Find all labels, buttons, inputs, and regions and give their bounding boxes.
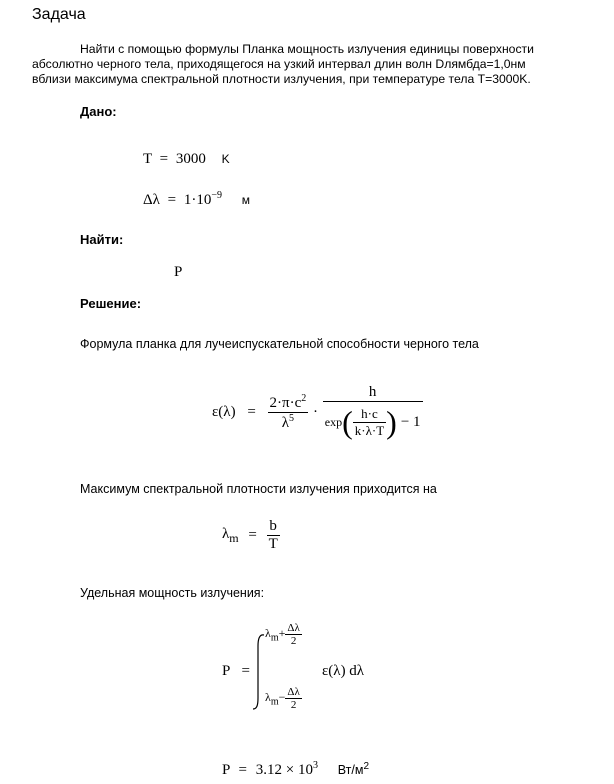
result-equals: = xyxy=(238,762,248,778)
given-dl-symbol: Δλ xyxy=(143,192,160,208)
given-T-value: 3000 xyxy=(175,151,206,167)
upper-lambda: λ xyxy=(265,625,271,640)
lower-fraction xyxy=(285,686,301,711)
planck-inner-fraction xyxy=(353,406,386,439)
solution-heading: Решение: xyxy=(80,296,142,311)
lower-minus: − xyxy=(278,689,286,704)
wien-lambda: λ xyxy=(222,525,230,542)
page-title: Задача xyxy=(32,6,86,23)
problem-line-2: абсолютно черного тела, приходящегося на узкий интервал длин волн Dлямбда=1,0нм xyxy=(32,57,526,71)
upper-two: 2 xyxy=(285,634,301,647)
wien-sub-m: m xyxy=(229,530,239,545)
find-symbol: P xyxy=(174,264,183,280)
wien-fraction xyxy=(267,518,280,553)
given-dl-exponent: −9 xyxy=(211,190,223,201)
given-T-equals: = xyxy=(159,151,169,167)
result xyxy=(222,760,369,779)
planck-paren-left: ( xyxy=(342,404,353,440)
integral-lhs xyxy=(222,663,250,680)
integrand: ε(λ) dλ xyxy=(322,663,365,679)
given-T-symbol: T xyxy=(143,151,152,167)
lower-sub-m: m xyxy=(270,696,279,708)
planck-formula xyxy=(212,384,423,441)
planck-f1-num-exp: 2 xyxy=(301,393,307,404)
integral-P: P xyxy=(222,663,230,679)
wien-equals: = xyxy=(248,527,257,543)
planck-minus-one: − 1 xyxy=(400,414,421,430)
planck-f1-denominator: λ xyxy=(281,415,290,431)
planck-fraction-1 xyxy=(268,393,309,432)
problem-line-3: вблизи максимума спектральной плотности излучения, при температуре тела T=3000K. xyxy=(32,72,531,86)
wien-numerator: b xyxy=(269,518,277,534)
planck-inner-numerator: h·c xyxy=(361,406,378,421)
planck-text: Формула планка для лучеиспускательной способности черного тела xyxy=(80,337,479,351)
planck-paren-right: ) xyxy=(386,404,397,440)
planck-fraction-2 xyxy=(323,384,423,441)
given-dl-value: 1·10 xyxy=(183,192,212,208)
upper-dl: Δλ xyxy=(287,622,300,634)
integral-upper-limit xyxy=(265,622,302,647)
upper-plus: + xyxy=(278,625,286,640)
result-P: P xyxy=(222,762,230,778)
planck-inner-denominator: k·λ·T xyxy=(354,423,385,438)
result-unit-exp: 2 xyxy=(363,760,370,772)
given-heading: Дано: xyxy=(80,104,117,119)
result-exponent: 3 xyxy=(312,760,318,771)
integral-lower-limit xyxy=(265,686,302,711)
lower-two: 2 xyxy=(285,698,301,711)
integral-equals: = xyxy=(241,663,251,679)
result-value: 3.12 × 10 xyxy=(255,762,313,778)
planck-exp-word: exp xyxy=(324,415,343,429)
planck-lhs: ε(λ) xyxy=(212,404,236,420)
lower-lambda: λ xyxy=(265,689,271,704)
given-dl-equals: = xyxy=(167,192,177,208)
given-dl-unit: м xyxy=(241,193,251,207)
result-unit xyxy=(337,760,370,777)
max-text: Максимум спектральной плотности излучения приходится на xyxy=(80,482,437,496)
given-temperature xyxy=(143,151,230,168)
wien-lhs xyxy=(222,526,239,546)
wien-denominator: T xyxy=(268,536,278,552)
wien-formula xyxy=(222,518,280,553)
planck-f1-den-exp: 5 xyxy=(289,413,295,424)
power-text: Удельная мощность излучения: xyxy=(80,586,265,600)
planck-f1-numerator: 2·π·c xyxy=(269,395,302,411)
upper-sub-m: m xyxy=(270,632,279,644)
planck-dot: · xyxy=(313,404,319,420)
problem-line-1: Найти с помощью формулы Планка мощность излучения единицы поверхности xyxy=(80,42,534,56)
planck-f2-numerator: h xyxy=(368,384,377,400)
given-T-unit: K xyxy=(221,152,230,166)
find-heading: Найти: xyxy=(80,232,124,247)
given-delta-lambda xyxy=(143,190,250,209)
lower-dl: Δλ xyxy=(287,686,300,698)
upper-fraction xyxy=(285,622,301,647)
planck-equals: = xyxy=(247,404,256,420)
result-unit-base: Вт/м xyxy=(337,763,364,777)
